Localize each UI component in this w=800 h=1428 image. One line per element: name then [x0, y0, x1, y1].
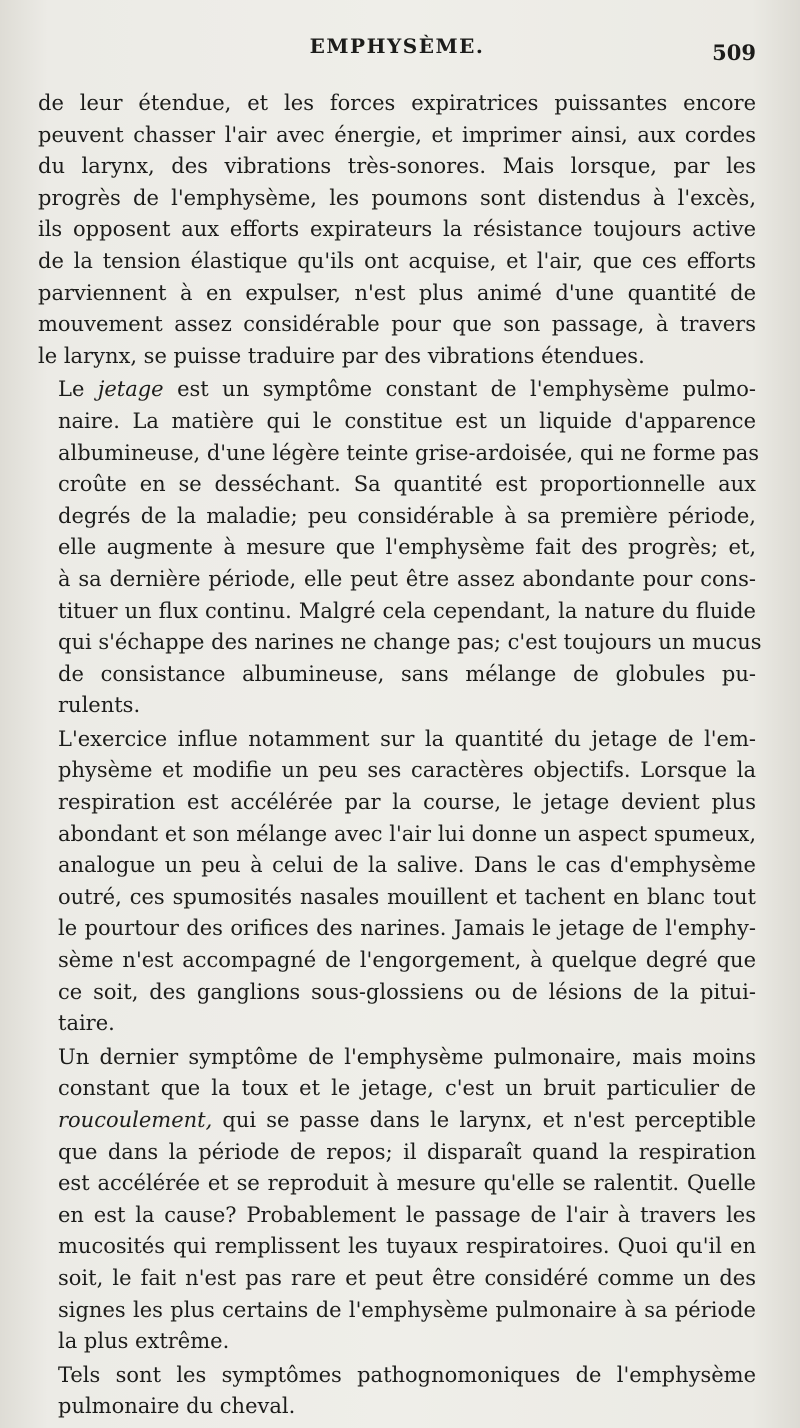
italic-term: jetage [97, 377, 164, 402]
text-line: est accélérée et se reproduit à mesure qu'elle se ralentit. Quelle [58, 1171, 756, 1196]
text-line: mouvement assez considérable pour que son passage, à travers [38, 312, 756, 337]
text-line: ce soit, des ganglions sous-glossiens ou de lésions de la pitui- [58, 979, 756, 1004]
text-line: qui s'échappe des narines ne change pas; c'est toujours un mucus [58, 630, 762, 655]
text-line: parviennent à en expulser, n'est plus animé d'une quantité de [38, 280, 756, 305]
text-line: que dans la période de repos; il disparaît quand la respiration [58, 1139, 756, 1164]
text-line: en est la cause? Probablement le passage de l'air à travers les [58, 1202, 756, 1227]
text-line: physème et modifie un peu ses caractères objectifs. Lorsque la [58, 758, 756, 783]
text-run: Le [58, 377, 98, 402]
text-line: la plus extrême. [58, 1329, 230, 1354]
text-line: taire. [58, 1011, 115, 1036]
text-line: analogue un peu à celui de la salive. Dans le cas d'emphysème [58, 853, 756, 878]
text-run: qui se passe dans le larynx, et n'est perceptible [212, 1108, 756, 1132]
text-run: est un symptôme constant de l'emphysème pulmo- [163, 377, 756, 402]
paragraph-jetage [38, 374, 762, 722]
paragraph-continuation [38, 88, 756, 372]
text-line: mucosités qui remplissent les tuyaux respiratoires. Quoi qu'il en [58, 1234, 756, 1259]
text-line: à sa dernière période, elle peut être assez abondante pour cons- [58, 566, 756, 591]
text-line: ils opposent aux efforts expirateurs la résistance toujours active [38, 217, 756, 242]
text-line: peuvent chasser l'air avec énergie, et imprimer ainsi, aux cordes [38, 122, 756, 147]
text-line: respiration est accélérée par la course, le jetage devient plus [58, 790, 756, 815]
text-line: du larynx, des vibrations très-sonores. Mais lorsque, par les [38, 154, 756, 179]
page-header [38, 0, 756, 88]
text-line: de consistance albumineuse, sans mélange de globules pu- [58, 661, 756, 686]
text-line: progrès de l'emphysème, les poumons sont distendus à l'excès, [38, 185, 756, 210]
text-line: le larynx, se puisse traduire par des vibrations étendues. [38, 343, 645, 368]
text-line: soit, le fait n'est pas rare et peut être considéré comme un des [58, 1265, 756, 1290]
text-line: sème n'est accompagné de l'engorgement, à quelque degré que [58, 948, 756, 973]
body-text [38, 88, 762, 1423]
text-line: constant que la toux et le jetage, c'est un bruit particulier de [58, 1076, 756, 1101]
text-line: Un dernier symptôme de l'emphysème pulmonaire, mais moins [58, 1044, 756, 1069]
text-line: rulents. [58, 693, 141, 718]
text-line: de leur étendue, et les forces expiratrices puissantes encore [38, 91, 756, 115]
text-line: croûte en se desséchant. Sa quantité est proportionnelle aux [58, 472, 756, 497]
paragraph-conclusion [38, 1360, 756, 1423]
text-line: signes les plus certains de l'emphysème pulmonaire à sa période [58, 1297, 756, 1322]
paragraph-exercice [38, 724, 756, 1040]
page-number: 509 [712, 40, 756, 65]
paragraph-roucoulement [38, 1042, 756, 1358]
text-line: outré, ces spumosités nasales mouillent et tachent en blanc tout [58, 884, 756, 909]
text-line: pulmonaire du cheval. [58, 1394, 296, 1419]
text-line: abondant et son mélange avec l'air lui donne un aspect spumeux, [58, 821, 756, 846]
text-line: Tels sont les symptômes pathognomoniques de l'emphysème [58, 1362, 756, 1387]
text-line: naire. La matière qui le constitue est un liquide d'apparence [58, 408, 756, 433]
text-line [38, 374, 756, 406]
text-line: elle augmente à mesure que l'emphysème fait des progrès; et, [58, 535, 756, 560]
text-line: le pourtour des orifices des narines. Jamais le jetage de l'emphy- [58, 916, 756, 941]
text-line [38, 1105, 756, 1137]
text-line: L'exercice influe notamment sur la quantité du jetage de l'em- [58, 726, 756, 751]
text-line: albumineuse, d'une légère teinte grise-ardoisée, qui ne forme pas [58, 440, 760, 465]
italic-term: roucoulement, [58, 1108, 213, 1132]
text-line: tituer un flux continu. Malgré cela cependant, la nature du fluide [58, 598, 756, 623]
text-line: degrés de la maladie; peu considérable à sa première période, [58, 503, 756, 528]
text-line: de la tension élastique qu'ils ont acquise, et l'air, que ces efforts [38, 248, 756, 273]
running-title: EMPHYSÈME. [309, 34, 485, 58]
